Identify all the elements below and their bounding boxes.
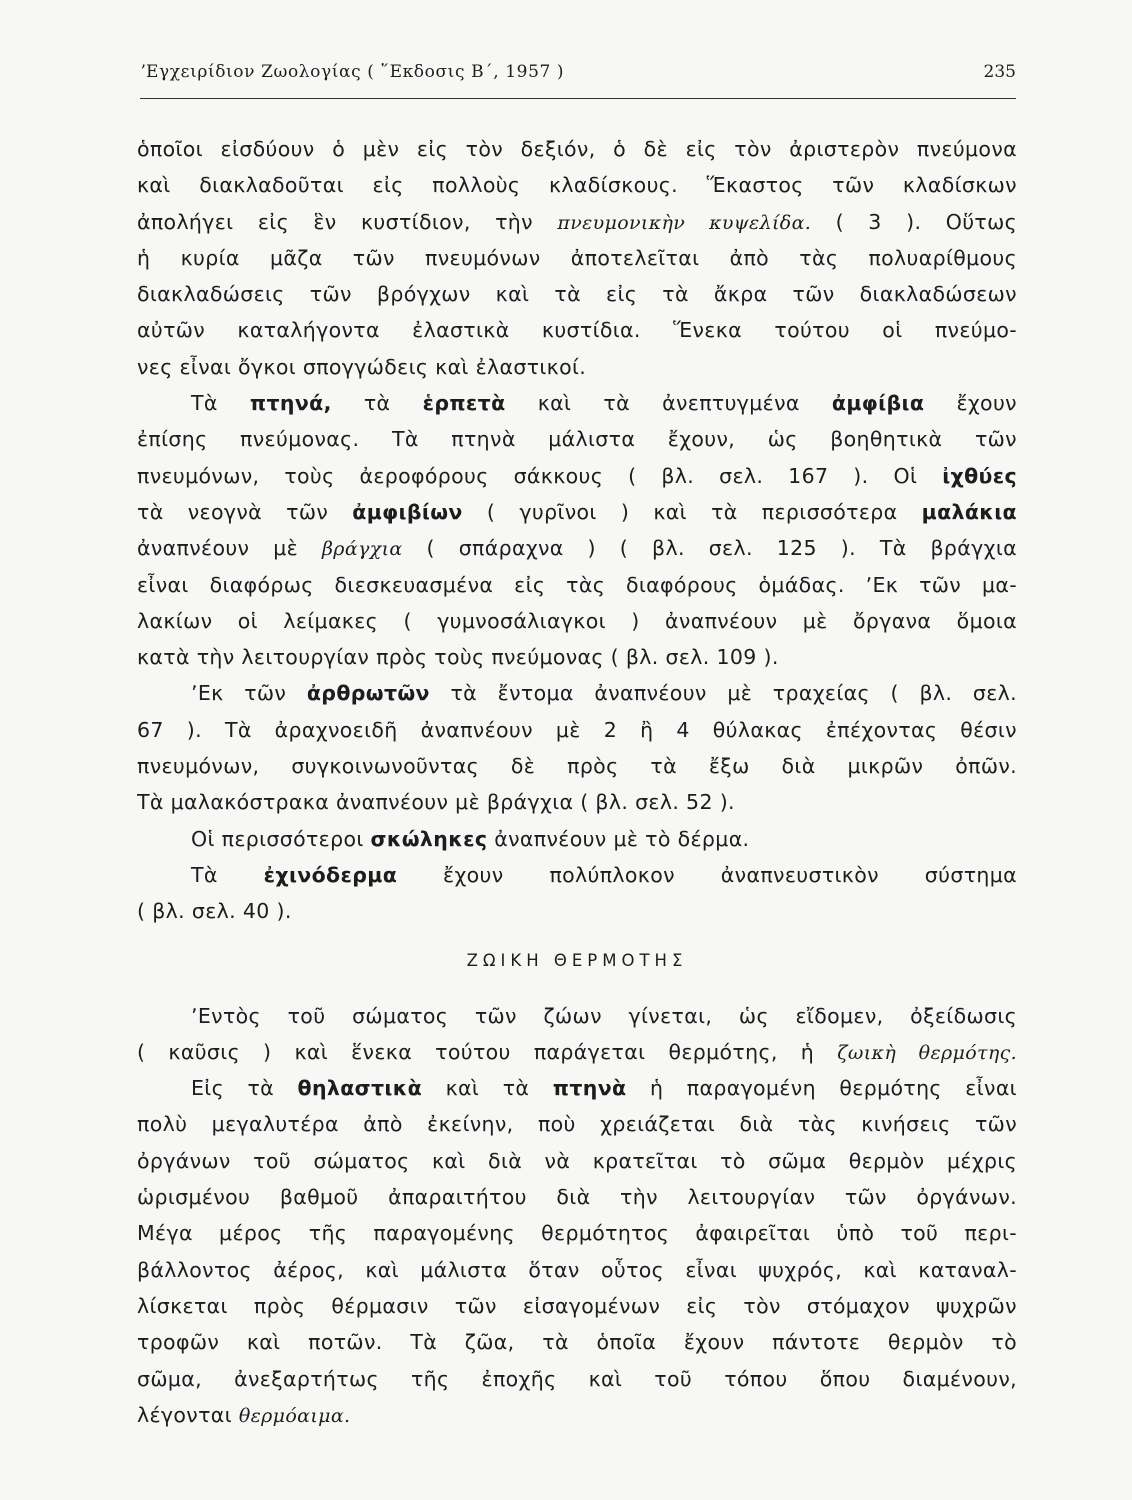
bold-term: πτηνὰ	[552, 1076, 627, 1101]
bold-term: ἐχινόδερμα	[263, 862, 398, 887]
text-run: ( 3 ). Οὕτως	[835, 209, 1017, 234]
text-line: νες εἶναι ὄγκοι σπογγώδεις καὶ ἐλαστικοί.	[137, 354, 587, 379]
bold-term: ἀμφιβίων	[352, 499, 463, 524]
text-run: ἔχουν	[956, 391, 1017, 416]
text-line: ἡ κυρία μᾶζα τῶν πνευμόνων ἀποτελεῖται ἀπὸ τὰς πολυαρίθμους	[137, 245, 1017, 270]
text-line: ὁποῖοι εἰσδύουν ὁ μὲν εἰς τὸν δεξιόν, ὁ δὲ εἰς τὸν ἀριστερὸν πνεύμονα	[137, 137, 1017, 161]
text-line: τροφῶν καὶ ποτῶν. Τὰ ζῶα, τὰ ὁποῖα ἔχουν πάντοτε θερμὸν τὸ	[137, 1330, 1017, 1355]
bold-term: ἀμφίβια	[831, 391, 925, 416]
text-run: ʼΕκ τῶν	[191, 681, 287, 706]
text-line: πολὺ μεγαλυτέρα ἀπὸ ἐκείνην, ποὺ χρειάζεται διὰ τὰς κινήσεις τῶν	[137, 1112, 1017, 1137]
text-run: ἀναπνέουν μὲ	[137, 536, 299, 561]
text-line	[137, 204, 1017, 240]
bold-term: πτηνά,	[249, 391, 332, 416]
italic-term: ζωικὴ θερμότης.	[837, 1041, 1017, 1064]
text-run: ἀναπνέουν μὲ τὸ δέρμα.	[494, 826, 750, 851]
text-run: ( γυρῖνοι ) καὶ τὰ περισσότερα	[486, 499, 898, 524]
text-line	[137, 675, 1017, 711]
text-run: τὰ ἔντομα ἀναπνέουν μὲ τραχείας ( βλ. σελ.	[450, 681, 1017, 706]
text-line: πνευμόνων, συγκοινωνοῦντας δὲ πρὸς τὰ ἔξω διὰ μικρῶν ὀπῶν.	[137, 754, 1017, 779]
text-run: ( καῦσις ) καὶ ἕνεκα τούτου παράγεται θερμότης, ἡ	[137, 1039, 815, 1064]
spacer	[137, 984, 1017, 998]
running-header	[140, 62, 1016, 99]
text-line: Μέγα μέρος τῆς παραγομένης θερμότητος ἀφαιρεῖται ὑπὸ τοῦ περι-	[137, 1221, 1017, 1246]
text-line: αὐτῶν καταλήγοντα ἐλαστικὰ κυστίδια. Ἕνεκα τούτου οἱ πνεύμο-	[137, 318, 1017, 343]
bold-term: ἑρπετὰ	[422, 391, 506, 416]
text-run: λέγονται	[137, 1402, 232, 1427]
bold-term: θηλαστικὰ	[297, 1076, 423, 1101]
text-line: καὶ διακλαδοῦται εἰς πολλοὺς κλαδίσκους. Ἕκαστος τῶν κλαδίσκων	[137, 173, 1017, 198]
text-run: Τὰ	[191, 862, 218, 887]
text-run: καὶ τὰ	[445, 1076, 530, 1101]
text-run: ἡ παραγομένη θερμότης εἶναι	[649, 1076, 1017, 1101]
text-line	[137, 821, 1017, 857]
text-run: καὶ τὰ ἀνεπτυγμένα	[537, 391, 800, 416]
text-line	[137, 530, 1017, 566]
text-line: Τὰ μαλακόστρακα ἀναπνέουν μὲ βράγχια ( βλ. σελ. 52 ).	[137, 790, 735, 815]
page-body	[137, 131, 1017, 1433]
text-line: λίσκεται πρὸς θέρμασιν τῶν εἰσαγομένων εἰς τὸν στόμαχον ψυχρῶν	[137, 1293, 1017, 1318]
text-run: τὰ	[363, 391, 391, 416]
text-run: Εἰς τὰ	[191, 1076, 275, 1101]
text-line: λακίων οἱ λείμακες ( γυμνοσάλιαγκοι ) ἀναπνέουν μὲ ὄργανα ὅμοια	[137, 608, 1017, 633]
text-line: ὡρισμένου βαθμοῦ ἀπαραιτήτου διὰ τὴν λειτουργίαν τῶν ὀργάνων.	[137, 1185, 1017, 1210]
bold-term: ἰχθύες	[942, 463, 1017, 488]
text-line: βάλλοντος ἀέρος, καὶ μάλιστα ὅταν οὗτος εἶναι ψυχρός, καὶ καταναλ-	[137, 1257, 1017, 1282]
text-line: σῶμα, ἀνεξαρτήτως τῆς ἐποχῆς καὶ τοῦ τόπου ὅπου διαμένουν,	[137, 1366, 1017, 1391]
text-line: ( βλ. σελ. 40 ).	[137, 899, 292, 924]
text-line	[137, 494, 1017, 530]
text-line	[137, 857, 1017, 893]
italic-term: θερμόαιμα.	[238, 1404, 351, 1427]
text-run: Οἱ περισσότεροι	[191, 826, 364, 851]
text-line: διακλαδώσεις τῶν βρόγχων καὶ τὰ εἰς τὰ ἄκρα τῶν διακλαδώσεων	[137, 282, 1017, 307]
text-line	[137, 1034, 1017, 1070]
bold-term: σκώληκες	[370, 826, 488, 851]
bold-term: μαλάκια	[921, 499, 1017, 524]
text-run: τὰ νεογνὰ τῶν	[137, 499, 329, 524]
text-run: ( σπάραχνα ) ( βλ. σελ. 125 ). Τὰ βράγχια	[426, 536, 1017, 561]
text-line: ʼΕντὸς τοῦ σώματος τῶν ζώων γίνεται, ὡς εἴδομεν, ὀξείδωσις	[191, 1003, 1017, 1028]
text-line	[137, 385, 1017, 421]
italic-term: βράγχια	[321, 538, 403, 561]
text-line	[137, 1070, 1017, 1106]
text-run: πνευμόνων, τοὺς ἀεροφόρους σάκκους ( βλ. σελ. 167 ). Οἱ	[137, 463, 918, 488]
text-line	[137, 458, 1017, 494]
text-run: Τὰ	[191, 391, 218, 416]
page-number: 235	[983, 62, 1016, 82]
text-line: ἐπίσης πνεύμονας. Τὰ πτηνὰ μάλιστα ἔχουν, ὡς βοηθητικὰ τῶν	[137, 427, 1017, 452]
text-run: ἀπολήγει εἰς ἓν κυστίδιον, τὴν	[137, 209, 533, 234]
bold-term: ἀρθρωτῶν	[306, 681, 430, 706]
text-run: ἔχουν πολύπλοκον ἀναπνευστικὸν σύστημα	[443, 862, 1017, 887]
text-line: κατὰ τὴν λειτουργίαν πρὸς τοὺς πνεύμονας ( βλ. σελ. 109 ).	[137, 645, 779, 670]
header-title: ʼΕγχειρίδιον Ζωολογίας ( ῞Εκδοσις Β΄, 1957 )	[140, 62, 565, 82]
text-line: 67 ). Τὰ ἀραχνοειδῆ ἀναπνέουν μὲ 2 ἢ 4 θύλακας ἐπέχοντας θέσιν	[137, 717, 1017, 742]
text-line	[137, 1397, 1017, 1433]
text-line: ὀργάνων τοῦ σώματος καὶ διὰ νὰ κρατεῖται τὸ σῶμα θερμὸν μέχρις	[137, 1148, 1017, 1173]
italic-term: πνευμονικὴν κυψελίδα.	[557, 211, 812, 234]
text-line: εἶναι διαφόρως διεσκευασμένα εἰς τὰς διαφόρους ὁμάδας. ʼΕκ τῶν μα-	[137, 572, 1017, 597]
section-heading: ΖΩΙΚΗ ΘΕΡΜΟΤΗΣ	[466, 950, 688, 970]
